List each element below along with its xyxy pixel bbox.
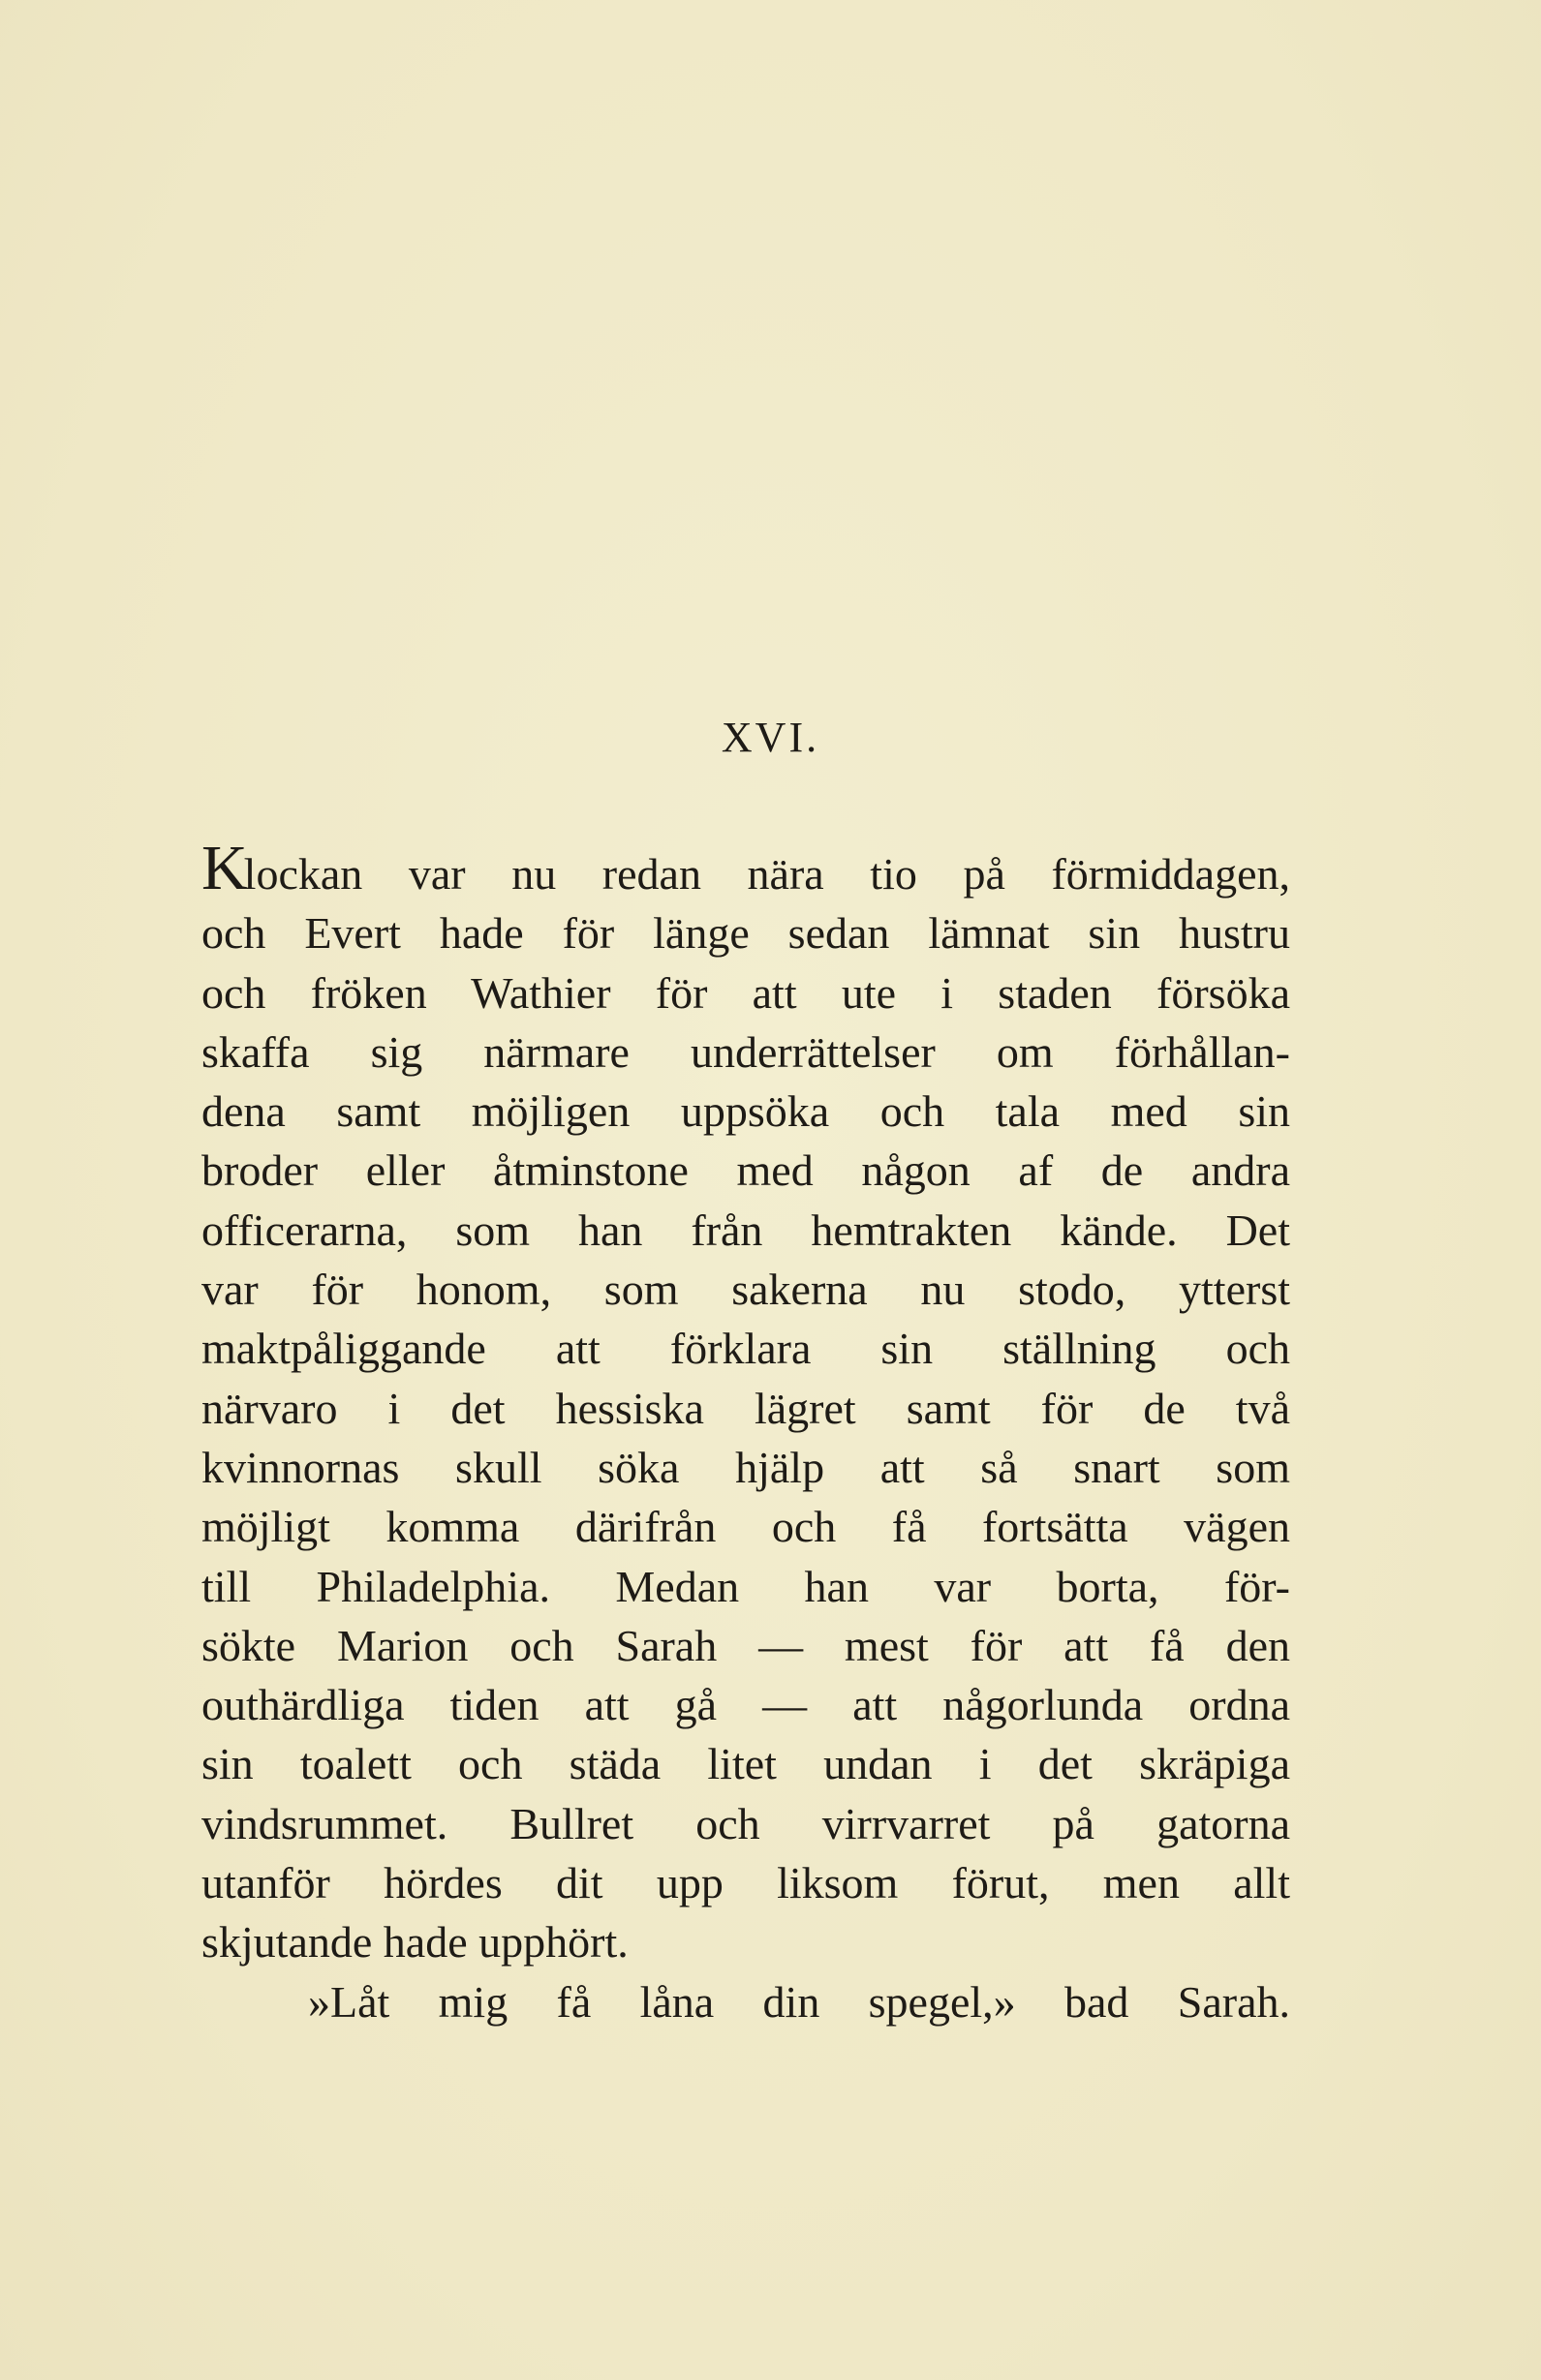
text-line: och Evert hade för länge sedan lämnat sin hustru [201,908,1290,959]
text-line: sökte Marion och Sarah — mest för att få den [201,1620,1290,1670]
body-text [201,833,1290,2031]
text-line: utanför hördes dit upp liksom förut, men allt [201,1858,1290,1908]
text-line: närvaro i det hessiska lägret samt för de två [201,1383,1290,1433]
text-line: outhärdliga tiden att gå — att någorlunda ordna [201,1680,1290,1730]
text-line: till Philadelphia. Medan han var borta, för- [201,1561,1290,1611]
text-line: sin toalett och städa litet undan i det skräpiga [201,1739,1290,1789]
text-line: kvinnornas skull söka hjälp att så snart som [201,1442,1290,1492]
text-line: vindsrummet. Bullret och virrvarret på gatorna [201,1798,1290,1848]
drop-cap: K [201,833,244,903]
text-line: skjutande hade upphört. [201,1917,629,1968]
chapter-heading: XVI. [721,714,820,761]
text-line: möjligt komma därifrån och få fortsätta vägen [201,1502,1290,1552]
text-line: maktpåliggande att förklara sin ställning och [201,1324,1290,1374]
text-line: var för honom, som sakerna nu stodo, ytterst [201,1265,1290,1315]
dialogue-line: »Låt mig få låna din spegel,» bad Sarah. [308,1976,1290,2027]
text-line [201,833,1290,903]
text-line: dena samt möjligen uppsöka och tala med sin [201,1086,1290,1137]
line-text: lockan var nu redan nära tio på förmiddagen, [243,849,1290,899]
text-line: broder eller åtminstone med någon af de andra [201,1145,1290,1196]
text-line: och fröken Wathier för att ute i staden försöka [201,967,1290,1018]
text-line: skaffa sig närmare underrättelser om förhållan- [201,1026,1290,1077]
text-line: officerarna, som han från hemtrakten kände. Det [201,1205,1290,1255]
